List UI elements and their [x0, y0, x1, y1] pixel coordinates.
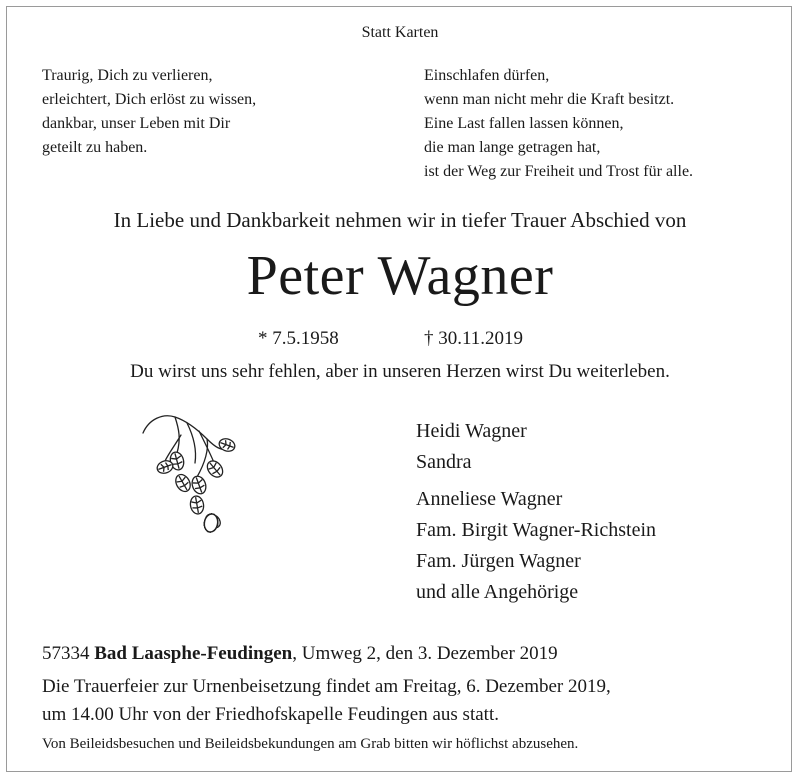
falling-leaves-illustration: [135, 405, 250, 615]
poem-line: die man lange getragen hat,: [424, 139, 601, 156]
header-statt-karten: Statt Karten: [361, 24, 439, 41]
birth-date: * 7.5.1958: [258, 328, 339, 349]
ceremony-line: um 14.00 Uhr von der Friedhofskapelle Feudingen aus statt.: [42, 704, 499, 725]
poem-line: Einschlafen dürfen,: [424, 67, 550, 84]
postal-code: 57334: [42, 643, 90, 664]
poem-line: geteilt zu haben.: [42, 139, 148, 156]
deceased-name: Peter Wagner: [246, 245, 554, 307]
mourner-name: Heidi Wagner: [416, 420, 527, 442]
poem-line: Eine Last fallen lassen können,: [424, 115, 624, 132]
mourner-name: Fam. Jürgen Wagner: [416, 550, 581, 572]
mourner-name: Anneliese Wagner: [416, 488, 563, 510]
intro-text: In Liebe und Dankbarkeit nehmen wir in tiefer Trauer Abschied von: [113, 208, 687, 232]
condolence-note: Von Beileidsbesuchen und Beileidsbekundungen am Grab bitten wir höflichst abzusehen.: [42, 736, 579, 752]
address-rest: , Umweg 2, den 3. Dezember 2019: [292, 643, 558, 664]
city-name: Bad Laasphe-Feudingen: [94, 643, 293, 664]
mourner-name: Sandra: [416, 451, 472, 473]
farewell-text: Du wirst uns sehr fehlen, aber in unseren Herzen wirst Du weiterleben.: [130, 361, 670, 382]
death-date: † 30.11.2019: [424, 328, 524, 349]
mourner-name: Fam. Birgit Wagner-Richstein: [416, 519, 656, 541]
poem-line: Traurig, Dich zu verlieren,: [42, 67, 213, 84]
poem-line: ist der Weg zur Freiheit und Trost für alle.: [424, 163, 694, 180]
address-line: [42, 643, 558, 665]
poem-line: wenn man nicht mehr die Kraft besitzt.: [424, 91, 675, 108]
poem-line: erleichtert, Dich erlöst zu wissen,: [42, 91, 257, 108]
mourner-name: und alle Angehörige: [416, 581, 579, 603]
ceremony-line: Die Trauerfeier zur Urnenbeisetzung findet am Freitag, 6. Dezember 2019,: [42, 676, 611, 697]
poem-line: dankbar, unser Leben mit Dir: [42, 115, 231, 132]
poem-left: [42, 64, 256, 160]
poem-right: [424, 64, 693, 184]
mourners-list: [416, 416, 656, 608]
